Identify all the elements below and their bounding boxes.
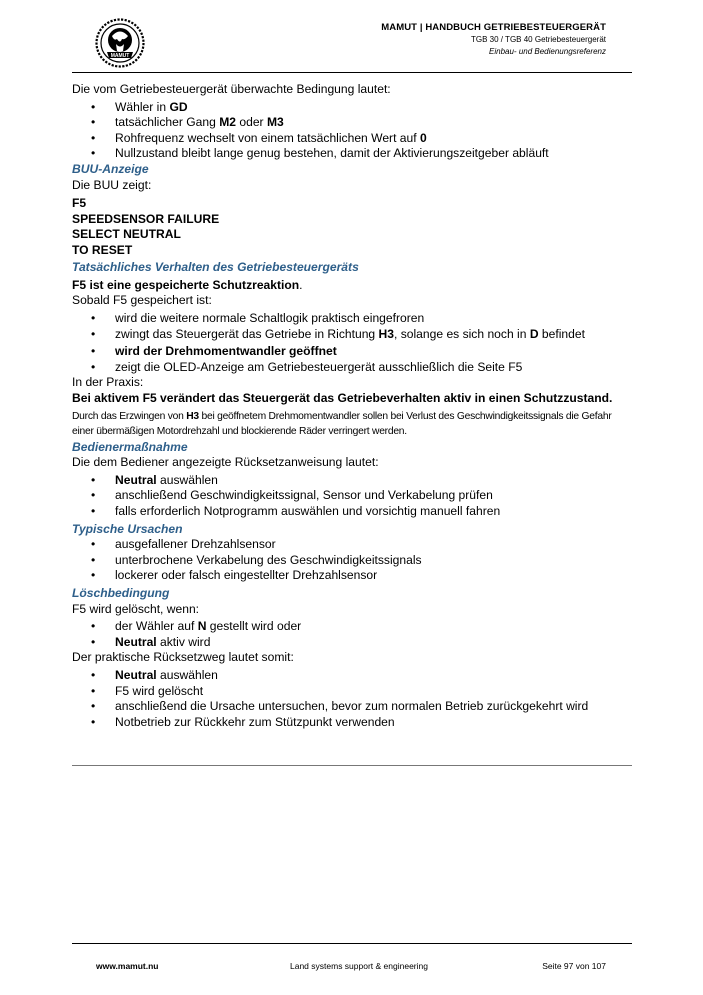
list-item: • zwingt das Steuergerät das Getriebe in Richtung H3, solange es sich noch in D befindet — [72, 327, 632, 343]
footer-divider — [72, 943, 632, 944]
list-item: • zeigt die OLED-Anzeige am Getriebesteuergerät ausschließlich die Seite F5 — [72, 360, 632, 376]
list-item: • unterbrochene Verkabelung des Geschwindigkeitssignals — [72, 553, 632, 569]
header-title: MAMUT | HANDBUCH GETRIEBESTEUERGERÄT — [381, 22, 606, 33]
practice-statement: Bei aktivem F5 verändert das Steuergerät das Getriebeverhalten aktiv in einen Schutzzustand. — [72, 390, 613, 405]
causes-list — [72, 537, 632, 584]
page-content — [72, 82, 632, 730]
list-item: • Notbetrieb zur Rückkehr zum Stützpunkt verwenden — [72, 715, 632, 731]
list-item: • lockerer oder falsch eingestellter Drehzahlsensor — [72, 568, 632, 584]
header-reference: Einbau- und Bedienungsreferenz — [489, 47, 606, 56]
reset-path-intro: Der praktische Rücksetzweg lautet somit: — [72, 650, 294, 665]
operator-intro: Die dem Bediener angezeigte Rücksetzanweisung lautet: — [72, 455, 379, 470]
footer-page-number: Seite 97 von 107 — [542, 961, 606, 971]
list-item: • der Wähler auf N gestellt wird oder — [72, 619, 632, 635]
page-header — [381, 22, 606, 58]
practice-note: Durch das Erzwingen von H3 bei geöffnetem Drehmomentwandler sollen bei Verlust des Geschwindigkeitssignals die Gefahr einer übermäßigen Motordrehzahl und blockierende Räder verringert werden. — [72, 410, 612, 438]
reset-path-list — [72, 668, 632, 730]
list-item: • anschließend die Ursache untersuchen, bevor zum normalen Betrieb zurückgekehrt wird — [72, 699, 632, 715]
buu-line: SELECT NEUTRAL — [72, 227, 181, 242]
section-heading-operator: Bedienermaßnahme — [72, 439, 188, 454]
intro-text: Die vom Getriebesteuergerät überwachte Bedingung lautet: — [72, 82, 391, 96]
list-item: • Neutral auswählen — [72, 668, 632, 684]
content-end-divider — [72, 765, 632, 766]
behaviour-lead: F5 ist eine gespeicherte Schutzreaktion. — [72, 277, 303, 292]
section-heading-clear: Löschbedingung — [72, 586, 170, 601]
list-item: • ausgefallener Drehzahlsensor — [72, 537, 632, 553]
buu-display-text — [72, 196, 632, 258]
list-item: • anschließend Geschwindigkeitssignal, Sensor und Verkabelung prüfen — [72, 488, 632, 504]
list-item: • Nullzustand bleibt lange genug bestehen, damit der Aktivierungszeitgeber abläuft — [72, 146, 632, 162]
buu-line: TO RESET — [72, 242, 133, 257]
buu-intro: Die BUU zeigt: — [72, 177, 152, 192]
condition-list — [72, 100, 632, 162]
list-item: • Neutral auswählen — [72, 473, 632, 489]
clear-intro: F5 wird gelöscht, wenn: — [72, 601, 200, 616]
clear-list — [72, 619, 632, 650]
section-heading-behaviour: Tatsächliches Verhalten des Getriebesteuergeräts — [72, 260, 359, 275]
practice-label: In der Praxis: — [72, 375, 144, 390]
footer-tagline: Land systems support & engineering — [290, 961, 428, 971]
list-item: • Rohfrequenz wechselt von einem tatsächlichen Wert auf 0 — [72, 131, 632, 147]
list-item: • F5 wird gelöscht — [72, 684, 632, 700]
list-item: • wird der Drehmomentwandler geöffnet — [72, 344, 632, 360]
list-item: • Wähler in GD — [72, 100, 632, 116]
header-subtitle: TGB 30 / TGB 40 Getriebesteuergerät — [470, 35, 606, 44]
section-heading-buu: BUU-Anzeige — [72, 161, 149, 176]
section-heading-causes: Typische Ursachen — [72, 521, 183, 536]
buu-line: F5 — [72, 196, 87, 211]
buu-line: SPEEDSENSOR FAILURE — [72, 211, 220, 226]
stored-intro: Sobald F5 gespeichert ist: — [72, 293, 212, 308]
mamut-logo — [95, 18, 145, 68]
list-item: • Neutral aktiv wird — [72, 635, 632, 651]
list-item: • tatsächlicher Gang M2 oder M3 — [72, 115, 632, 131]
operator-list — [72, 473, 632, 520]
logo-text: MAMUT — [110, 53, 130, 59]
header-divider — [72, 72, 632, 73]
list-item: • falls erforderlich Notprogramm auswählen und vorsichtig manuell fahren — [72, 504, 632, 520]
list-item: • wird die weitere normale Schaltlogik praktisch eingefroren — [72, 311, 632, 327]
behaviour-list — [72, 311, 632, 375]
footer-website: www.mamut.nu — [96, 961, 159, 971]
